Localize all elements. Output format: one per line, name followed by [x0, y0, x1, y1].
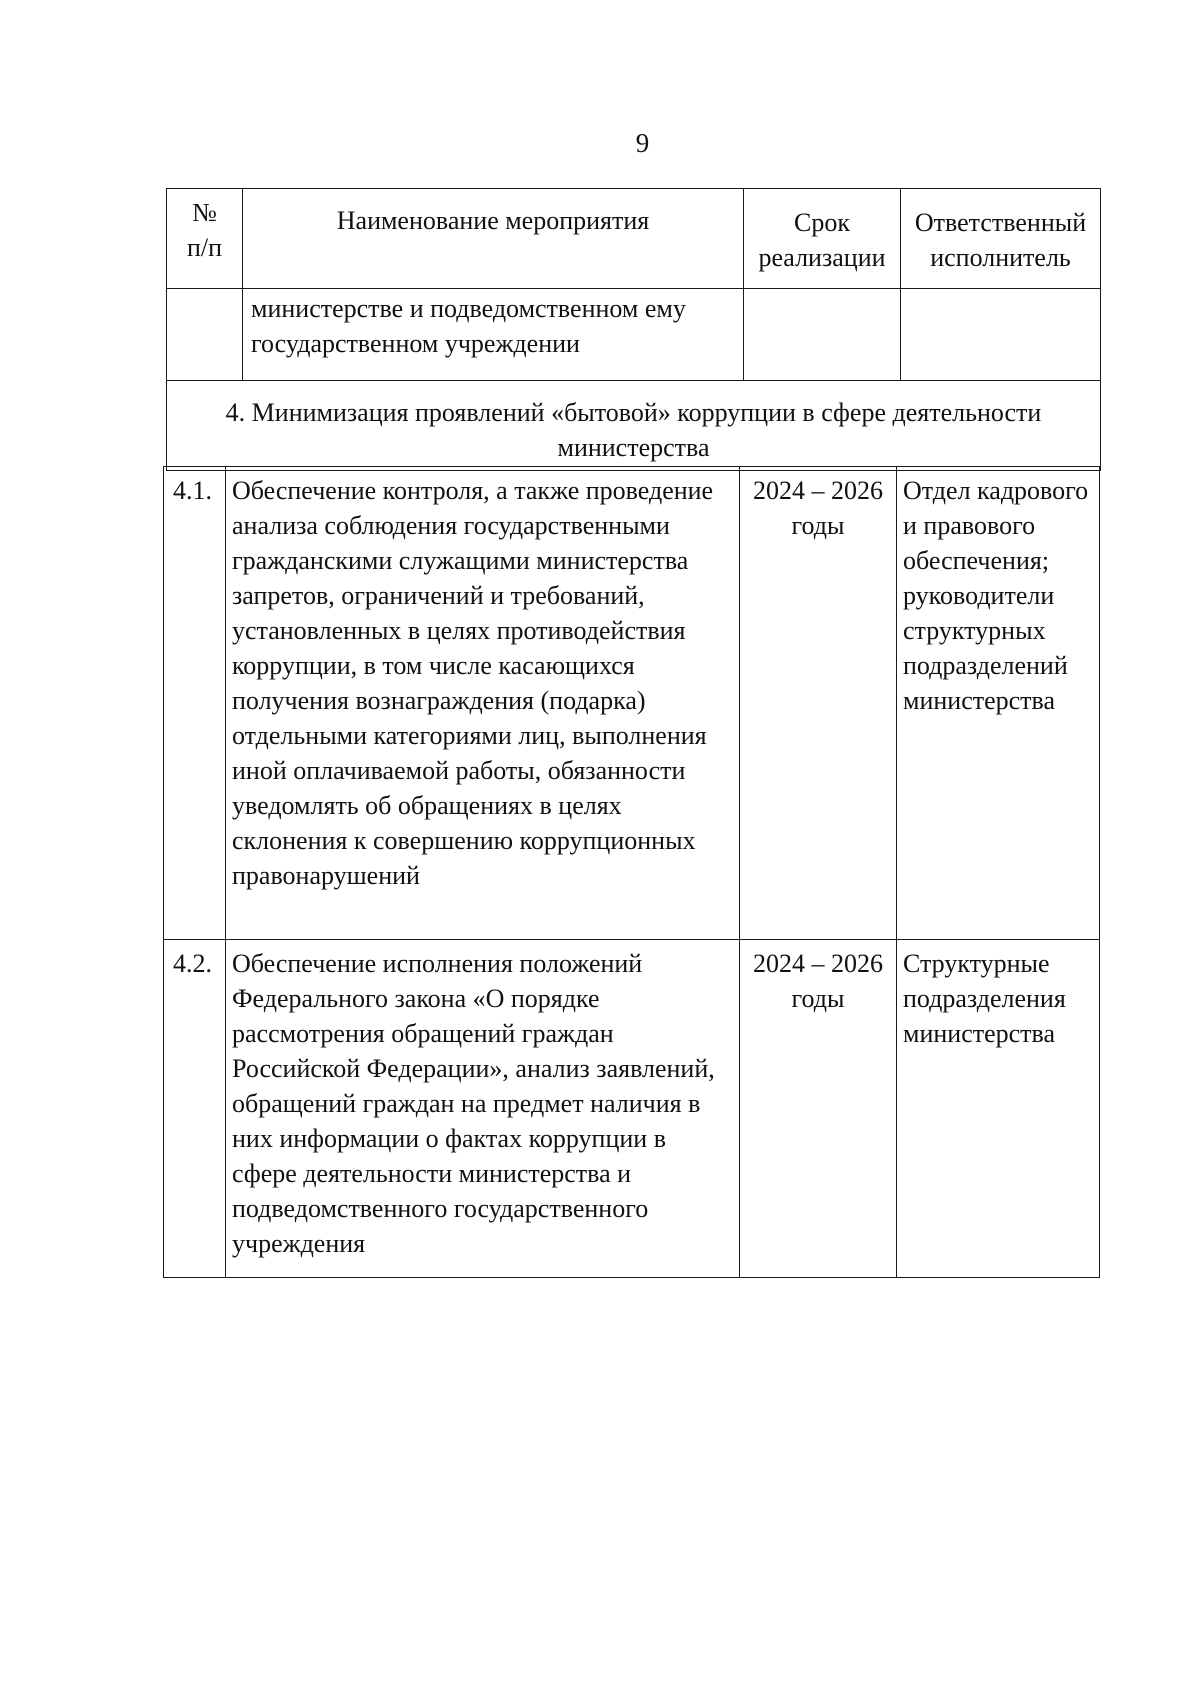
section-title: 4. Минимизация проявлений «бытовой» коррупции в сфере деятельности министерства: [225, 398, 1042, 462]
continuation-name-text: министерстве и подведомственном ему государственном учреждении: [251, 294, 686, 358]
header-num-label: № п/п: [186, 198, 223, 262]
row-responsible: Структурные подразделения министерства: [903, 949, 1066, 1048]
row-num: 4.2.: [173, 949, 212, 978]
section-title-cell: [167, 381, 1101, 471]
row-responsible-cell: [897, 940, 1100, 1278]
row-name-cell: [226, 467, 740, 940]
header-term-label: Срок реализации: [758, 208, 886, 272]
table-header-row: [167, 189, 1101, 289]
header-name-label: Наименование мероприятия: [336, 206, 650, 235]
table-row: [164, 940, 1100, 1278]
continuation-num-cell: [167, 289, 243, 381]
measures-table-bottom: [163, 466, 1100, 1278]
row-term-cell: [740, 467, 897, 940]
row-responsible: Отдел кадрового и правового обеспечения; руководители структурных подразделений министерства: [903, 476, 1089, 715]
row-name-cell: [226, 940, 740, 1278]
table-row-continuation: [167, 289, 1101, 381]
header-cell-term: [744, 189, 901, 289]
row-responsible-cell: [897, 467, 1100, 940]
page-number: 9: [635, 128, 650, 158]
header-cell-name: [243, 189, 744, 289]
row-term: 2024 – 2026 годы: [753, 476, 883, 540]
header-cell-num: [167, 189, 243, 289]
continuation-name-cell: [243, 289, 744, 381]
row-name: Обеспечение контроля, а также проведение анализа соблюдения государственными гражданскими служащими министерства запретов, ограничений и требований, установленных в целях противодействия коррупции, в том числе касающихся получения вознаграждения (подарка) отдельными категориями лиц, выполнения иной оплачиваемой работы, обязанности уведомлять об обращениях в целях склонения к совершению коррупционных правонарушений: [232, 476, 714, 890]
header-cell-responsible: [901, 189, 1101, 289]
continuation-responsible-cell: [901, 289, 1101, 381]
row-num: 4.1.: [173, 476, 212, 505]
row-term-cell: [740, 940, 897, 1278]
row-num-cell: [164, 467, 226, 940]
section-header-row: [167, 381, 1101, 471]
table-row: [164, 467, 1100, 940]
header-responsible-label: Ответственный исполнитель: [914, 208, 1087, 272]
measures-table-top: [166, 188, 1101, 471]
row-term: 2024 – 2026 годы: [753, 949, 883, 1013]
row-num-cell: [164, 940, 226, 1278]
continuation-term-cell: [744, 289, 901, 381]
row-name: Обеспечение исполнения положений Федерального закона «О порядке рассмотрения обращений граждан Российской Федерации», анализ заявлений, обращений граждан на предмет наличия в них информации о фактах коррупции в сфере деятельности министерства и подведомственного государственного учреждения: [232, 949, 715, 1258]
